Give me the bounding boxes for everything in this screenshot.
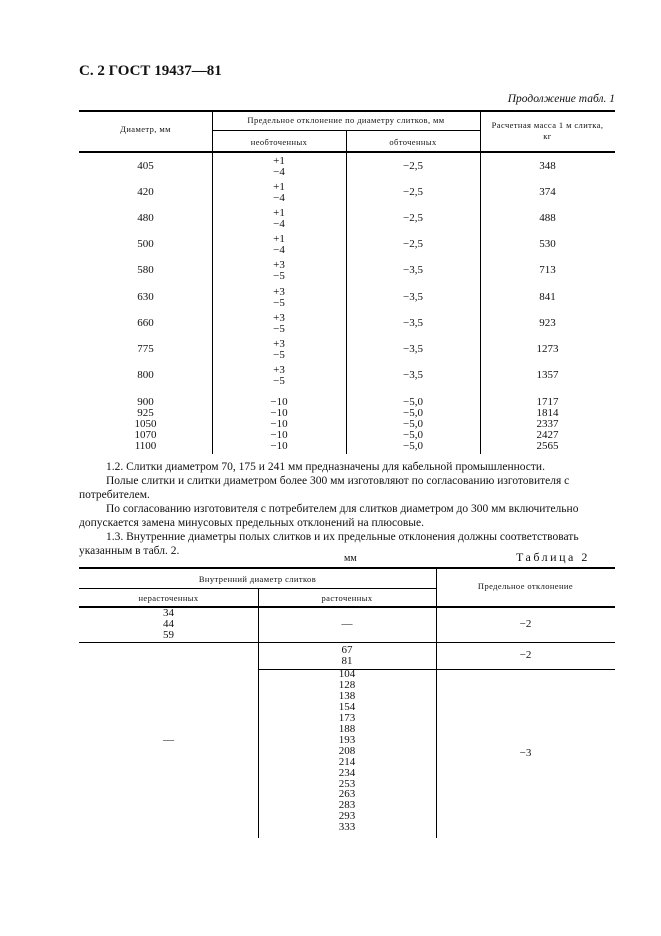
t1-cell-mass: 841: [539, 290, 556, 303]
t1-cell-diameter: 1100: [134, 440, 157, 453]
t1-cell-turned: −3,5: [403, 290, 423, 303]
t1-cell-mass: 530: [539, 238, 556, 251]
t1-cell-turned: −5,0: [403, 396, 423, 408]
t1-cell-mass: 2565: [536, 440, 559, 453]
t1-cell-mass: 1814: [536, 407, 559, 420]
t1-cell-unturned: −10: [270, 440, 288, 453]
t2-cell-unbored: 44: [163, 618, 174, 630]
t2-cell-bored: 253: [338, 777, 356, 790]
page-header: С. 2 ГОСТ 19437—81: [79, 63, 222, 79]
t1-cell-unturned-lower: −4: [273, 244, 285, 257]
t1-cell-mass: 2337: [536, 418, 559, 431]
t1-cell-unturned-lower: −4: [273, 218, 285, 231]
para-hollow-2: потребителем.: [79, 489, 150, 501]
t2-cell-bored: 81: [341, 655, 353, 667]
t2-cell-bored: 67: [341, 644, 353, 656]
t1-cell-diameter: 405: [137, 160, 154, 172]
t1-cell-unturned: −10: [270, 407, 288, 420]
t1-cell-turned: −5,0: [403, 429, 423, 442]
t1-cell-unturned-upper: +3: [273, 363, 285, 376]
t1-cell-mass: 374: [539, 186, 556, 199]
t1-cell-mass: 713: [539, 264, 556, 277]
t1-cell-diameter: 900: [137, 396, 154, 408]
t1-cell-turned: −3,5: [403, 368, 423, 381]
t1-col-unturned: необточенных: [250, 137, 308, 147]
t1-cell-unturned-upper: +1: [273, 181, 285, 194]
t2-title: Таблица 2: [516, 550, 590, 564]
t1-cell-turned: −5,0: [403, 418, 423, 431]
t2-col-inner: Внутренний диаметр слитков: [198, 574, 317, 584]
table1-head-rule: [79, 151, 615, 153]
para-1-3: 1.3. Внутренние диаметры полых слитков и их предельные отклонения должны соответствовать: [106, 531, 579, 543]
t2-cell-bored: 173: [338, 711, 356, 724]
t1-cell-turned: −5,0: [403, 440, 423, 453]
t1-cell-turned: −3,5: [403, 342, 423, 355]
t2-vline-2: [436, 567, 437, 838]
t1-cell-turned: −5,0: [403, 407, 423, 420]
t1-col-deviation: Предельное отклонение по диаметру слитков, мм: [247, 115, 445, 125]
t1-cell-turned: −3,5: [403, 264, 423, 277]
t1-cell-unturned-upper: +3: [273, 311, 285, 324]
t1-cell-diameter: 660: [137, 316, 154, 329]
t1-cell-turned: −2,5: [403, 238, 423, 251]
t1-cell-diameter: 800: [137, 368, 154, 381]
para-agreement-1: По согласованию изготовителя с потребителем для слитков диаметром до 300 мм включительно: [106, 503, 579, 515]
t1-cell-turned: −2,5: [403, 160, 423, 172]
t1-cell-mass: 488: [539, 212, 556, 225]
t2-cell-bored: 128: [338, 678, 356, 691]
t1-cell-unturned-lower: −5: [273, 322, 285, 335]
t1-cell-unturned: −10: [270, 429, 288, 442]
t1-cell-diameter: 925: [137, 407, 154, 420]
t1-cell-unturned-upper: +3: [273, 285, 285, 298]
t2-cell-bored: 208: [338, 744, 356, 757]
t2-cell-bored: 193: [338, 733, 356, 746]
t1-cell-unturned: −10: [270, 418, 288, 431]
t2-cell-unbored: —: [163, 734, 174, 746]
t2-col-bored: расточенных: [321, 593, 373, 603]
t1-cell-diameter: 500: [137, 238, 154, 251]
t1-cell-unturned-lower: −4: [273, 192, 285, 205]
t2-cell-bored: 234: [338, 766, 356, 779]
t1-cell-unturned-lower: −4: [273, 166, 285, 178]
t2-cell-bored: —: [341, 618, 353, 630]
t1-cell-diameter: 1050: [134, 418, 157, 431]
t2-unit: мм: [344, 553, 357, 564]
t2-cell-deviation: −2: [519, 649, 532, 661]
t1-cell-diameter: 775: [137, 342, 154, 355]
t2-cell-bored: 283: [338, 799, 356, 812]
t2-cell-bored: 333: [338, 821, 356, 834]
para-agreement-2: допускается замена минусовых предельных отклонений на плюсовые.: [79, 517, 425, 529]
t2-col-deviation: Предельное отклонение: [477, 581, 574, 591]
t2-group1-rule: [79, 642, 615, 643]
t2-cell-bored: 263: [338, 788, 356, 801]
table1-continuation: Продолжение табл. 1: [507, 93, 615, 105]
t2-cell-bored: 104: [338, 668, 356, 680]
t1-cell-unturned-lower: −5: [273, 270, 285, 283]
t1-col-mass-1: Расчетная масса 1 м слитка,: [491, 120, 604, 130]
para-1-3-cont: указанным в табл. 2.: [79, 545, 180, 557]
t1-cell-unturned: −10: [270, 396, 288, 408]
t1-cell-diameter: 420: [137, 186, 154, 199]
t2-cell-unbored: 34: [163, 607, 174, 619]
t1-col-diameter: Диаметр, мм: [120, 124, 171, 134]
t1-cell-turned: −2,5: [403, 212, 423, 225]
t1-cell-mass: 1717: [536, 396, 559, 408]
t2-cell-bored: 188: [338, 722, 356, 735]
para-hollow-1: Полые слитки и слитки диаметром более 300 мм изготовляют по согласованию изготовителя с: [106, 475, 570, 487]
t1-col-turned: обточенных: [389, 137, 437, 147]
t1-cell-turned: −3,5: [403, 316, 423, 329]
t1-cell-mass: 1357: [536, 368, 559, 381]
t1-cell-mass: 348: [539, 160, 556, 172]
table1-top-rule: [79, 110, 615, 112]
t1-cell-unturned-upper: +3: [273, 337, 285, 350]
t1-cell-diameter: 580: [137, 264, 154, 277]
t1-cell-diameter: 1070: [134, 429, 157, 442]
t1-cell-mass: 1273: [536, 342, 559, 355]
t1-cell-unturned-lower: −5: [273, 296, 285, 309]
t2-cell-bored: 214: [338, 755, 356, 768]
t1-col-mass-2: кг: [543, 131, 552, 141]
t1-cell-unturned-upper: +1: [273, 155, 285, 167]
t2-cell-bored: 154: [338, 700, 356, 713]
t2-cell-bored: 293: [338, 810, 356, 823]
t2-col-unbored: нерасточенных: [138, 593, 199, 603]
t2-cell-unbored: 59: [163, 629, 174, 641]
t2-cell-deviation: −3: [519, 747, 532, 759]
t2-cell-bored: 138: [338, 689, 356, 702]
t1-cell-diameter: 630: [137, 290, 154, 303]
t1-cell-unturned-lower: −5: [273, 348, 285, 361]
t1-cell-unturned-upper: +1: [273, 207, 285, 220]
t2-top-rule: [79, 567, 615, 569]
t1-cell-mass: 923: [539, 316, 556, 329]
t1-cell-unturned-upper: +3: [273, 259, 285, 272]
para-1-2: 1.2. Слитки диаметром 70, 175 и 241 мм предназначены для кабельной промышленности.: [106, 461, 545, 473]
t1-cell-turned: −2,5: [403, 186, 423, 199]
t1-cell-unturned-lower: −5: [273, 374, 285, 387]
t1-cell-unturned-upper: +1: [273, 233, 285, 246]
t1-cell-diameter: 480: [137, 212, 154, 225]
t1-cell-mass: 2427: [536, 429, 559, 442]
t2-cell-deviation: −2: [519, 618, 532, 630]
